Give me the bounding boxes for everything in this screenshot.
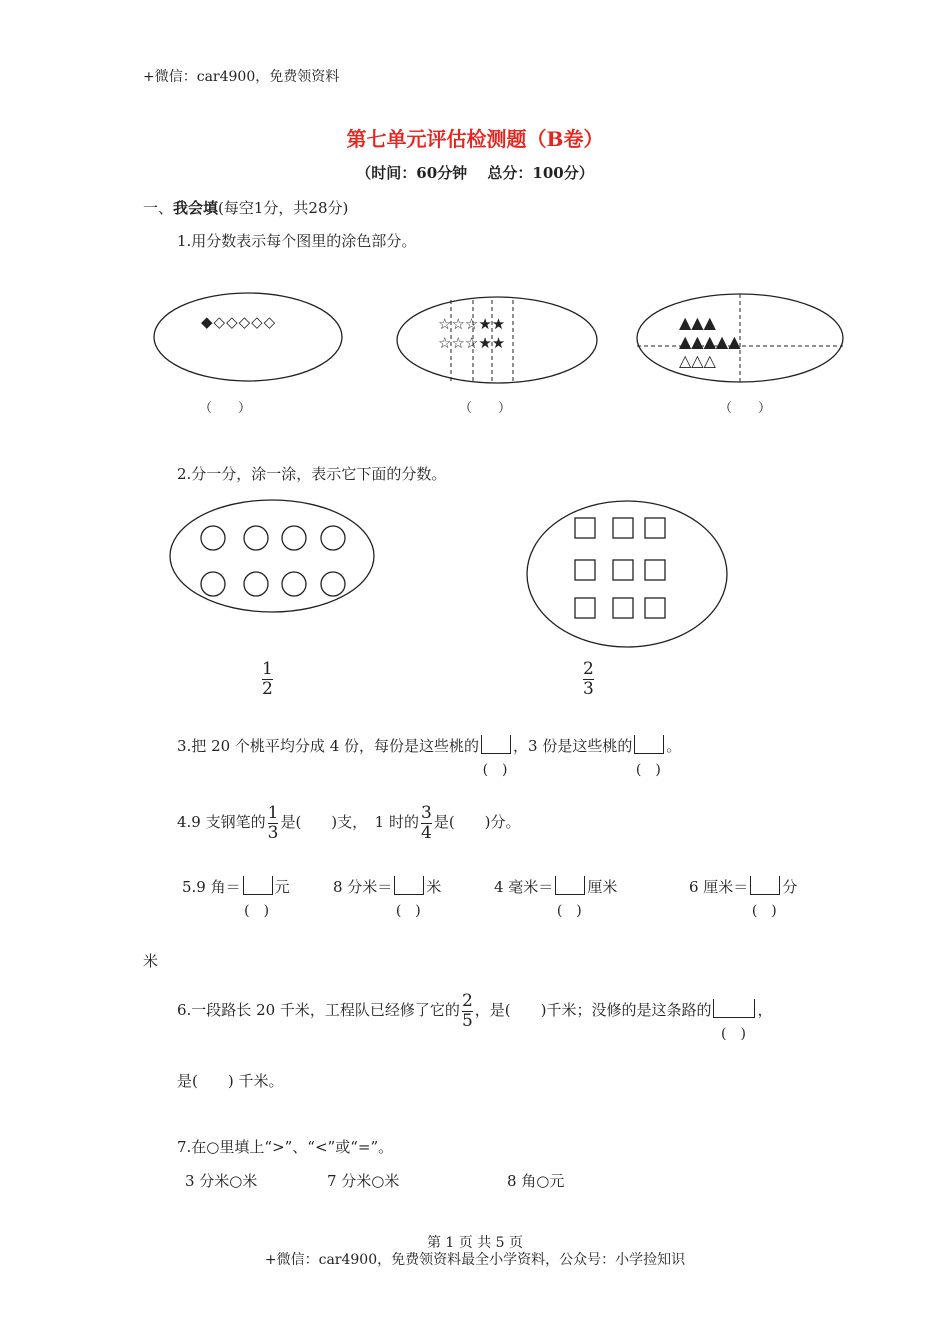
square-item[interactable] [613, 598, 633, 618]
page-title: 第七单元评估检测题（B卷） [346, 127, 604, 151]
fraction-numerator: 2 [461, 991, 473, 1011]
question-6-part-2: ，是( )千米；没修的是这条路的 [474, 1001, 712, 1020]
question-5-wrap-text: 米 [143, 952, 159, 970]
page-subtitle: （时间：60分钟 总分：100分） [356, 164, 594, 182]
section-score-note: (每空1分，共28分) [218, 199, 349, 217]
page-number: 第 1 页 共 5 页 [426, 1235, 524, 1251]
question-4-part-1: 4.9 支钢笔的 [177, 813, 266, 832]
item-prefix: 8 分米＝ [333, 878, 393, 896]
question-2-fraction-2 [583, 660, 594, 698]
figure-3-row-2: ▲▲▲▲▲ [679, 332, 741, 351]
question-3 [177, 735, 682, 778]
item-unit: 米 [426, 878, 442, 896]
fraction-denominator: 5 [461, 1010, 473, 1031]
square-item[interactable] [613, 518, 633, 538]
fraction-blank[interactable]: ( ) [392, 876, 426, 896]
circle-item[interactable] [201, 572, 225, 596]
figure-2-row-2: ☆☆☆★★ [438, 334, 506, 352]
question-6-part-1: 6.一段路长 20 千米，工程队已经修了它的 [177, 1001, 460, 1020]
question-5-item-1 [182, 876, 290, 919]
fraction-blank[interactable]: ( ) [748, 876, 782, 896]
fraction-denominator: 2 [262, 678, 273, 699]
question-4-part-3: 是( )分。 [433, 813, 521, 832]
item-prefix: 5.9 角＝ [182, 878, 241, 896]
circle-item[interactable] [244, 572, 268, 596]
fraction-denominator: 3 [583, 678, 594, 699]
question-3-part-1: 3.把 20 个桃平均分成 4 份，每份是这些桃的 [177, 737, 480, 755]
question-6-line-2: 是( ) 千米。 [177, 1072, 284, 1090]
question-4 [177, 804, 521, 842]
question-7-text: 7.在○里填上“>”、“<”或“=”。 [177, 1138, 394, 1156]
question-5-item-3 [494, 876, 618, 919]
question-2-text: 2.分一分，涂一涂，表示它下面的分数。 [177, 465, 447, 483]
question-4-part-2: 是( )支， 1 时的 [280, 813, 419, 832]
circle-group-ellipse [170, 500, 374, 612]
fraction-blank-1[interactable]: ( ) [479, 735, 513, 755]
question-6 [177, 991, 773, 1043]
figure-1-answer-blank[interactable]: （ ） [199, 401, 252, 416]
question-6-part-3: ， [757, 1001, 773, 1020]
circle-item[interactable] [201, 526, 225, 550]
figure-1-shapes: ◆◇◇◇◇◇ [201, 313, 277, 331]
fraction-blank[interactable]: ( ) [553, 876, 587, 896]
circle-item[interactable] [282, 572, 306, 596]
fraction-blank-2[interactable]: ( ) [632, 735, 666, 755]
circle-item[interactable] [321, 572, 345, 596]
circle-item[interactable] [282, 526, 306, 550]
figure-3-answer-blank[interactable]: （ ） [719, 401, 772, 416]
fraction-denominator: 3 [267, 822, 279, 843]
fraction-numerator: 1 [267, 803, 279, 823]
fraction-numerator: 3 [420, 803, 432, 823]
square-item[interactable] [645, 518, 665, 538]
item-prefix: 4 毫米＝ [494, 878, 554, 896]
fraction-blank[interactable]: ( ) [711, 999, 757, 1019]
question-1-text: 1.用分数表示每个图里的涂色部分。 [177, 232, 417, 250]
figure-3-row-1: ▲▲▲ [679, 313, 716, 332]
fraction-blank[interactable]: ( ) [241, 876, 275, 896]
item-unit: 元 [274, 878, 290, 896]
header-note: +微信：car4900，免费领资料 [143, 69, 340, 85]
section-heading [143, 197, 348, 218]
question-5-item-2 [333, 876, 442, 919]
square-group-ellipse [527, 501, 727, 647]
figure-2-row-1: ☆☆☆★★ [438, 315, 506, 333]
figure-1-ellipse [154, 293, 342, 381]
item-prefix: 6 厘米＝ [689, 878, 749, 896]
question-7-item-1[interactable]: 3 分米○米 [185, 1172, 258, 1190]
item-unit: 厘米 [587, 878, 618, 896]
circle-item[interactable] [321, 526, 345, 550]
square-item[interactable] [645, 598, 665, 618]
fraction-numerator: 2 [583, 659, 594, 679]
figure-2-answer-blank[interactable]: （ ） [459, 401, 512, 416]
question-5-item-4 [689, 876, 798, 919]
fraction-denominator: 4 [420, 822, 432, 843]
question-3-part-3: 。 [666, 737, 682, 755]
footer-note: +微信：car4900，免费领资料最全小学资料，公众号：小学捡知识 [264, 1252, 686, 1268]
section-title: 我会填 [173, 199, 219, 217]
square-item[interactable] [575, 560, 595, 580]
square-item[interactable] [645, 560, 665, 580]
circle-item[interactable] [244, 526, 268, 550]
item-unit: 分 [782, 878, 798, 896]
square-item[interactable] [613, 560, 633, 580]
section-number: 一、 [143, 199, 174, 217]
question-7-item-3[interactable]: 8 角○元 [507, 1172, 565, 1190]
question-2-fraction-1 [262, 660, 273, 698]
square-item[interactable] [575, 598, 595, 618]
square-item[interactable] [575, 518, 595, 538]
fraction-numerator: 1 [262, 659, 273, 679]
figure-3-row-3: △△△ [679, 351, 716, 370]
question-3-part-2: ，3 份是这些桃的 [513, 737, 633, 755]
question-2-figures [0, 498, 950, 648]
question-7-item-2[interactable]: 7 分米○米 [327, 1172, 400, 1190]
